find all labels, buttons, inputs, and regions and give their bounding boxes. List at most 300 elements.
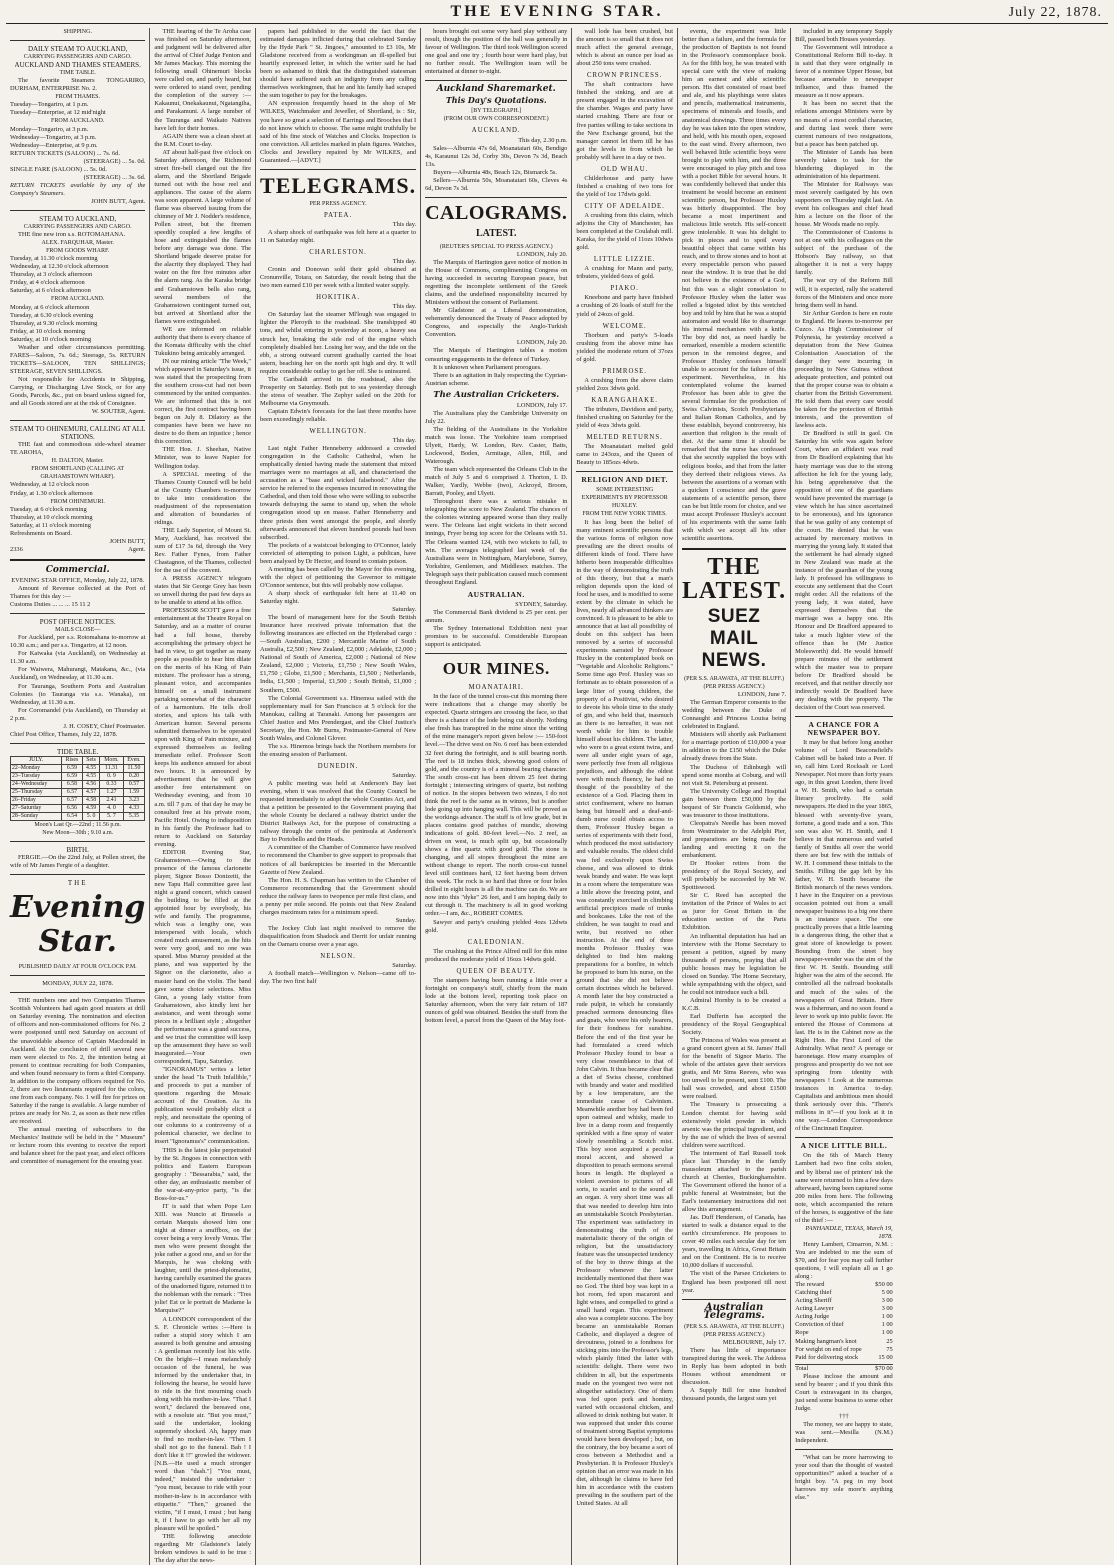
suez-mail-heading: SUEZ MAIL NEWS. [701,606,767,671]
master-line: H. DALTON, Master. [51,458,104,465]
shipping-heading: SHIPPING. [63,29,92,35]
australian-telegrams-heading: Australian Telegrams. [703,1301,765,1321]
tide-col-header: Even. [123,756,145,764]
article-paragraph: events, the experiment was little better than a failure, and the formula for the production of Baptists is not found in the Professor's commonplace book. As for the fifth boy, he was treated with special care with the view of making him an earnest and able scientific person. His diet consisted of roast beef and ale, and his playthings were slates and pencils, mathematical instruments, specimens of minerals and fossils, and anatomical drawings. Three times every day he was taken into the open window, and held, with his mouth open, exposed to the east wind. Every afternoon, two well behaved little scientific boys were brought to play with him, and the three were encouraged to play pitch and toss with a pocket Bible for several hours. It was confidently believed that under this treatment he would become an eminent scientific person, but Professor Huxley was bitterly disappointed. The boy became a most impertinent and malicious little wretch. His self-conceit grew intolerable. It was his delight to pick in pieces and to spoil every beautiful object that came within his reach, and to throw stones and to hoot at every respectable person who passed near the window. It is true that he did not believe in the existence of a God, but this was a slight consolation to Professor Huxley when the latter was rolled a bigoted idiot by this wretched boy and told by him that he was a stupid automaton and would like to disarrange his internal mechanism with a knife. The boy did not, as need hardly be remarked, resemble a modern scientific person in the remotest degree, and Professor Huxley confesses himself unable to account for the failure of this experiment. Nevertheless, in his contemplated volume the learned Professor has been able to give the several formulae for the production of Swiss Calvinists, Scotch Presbyterians and Italian Roman Catholics, and by these establish, beyond controversy, his assertion that religion is the result of diet. At the same time it should be remarked that the nurse has confessed that she secretly supplied the boys with religious books, and that from the latter they derived their religious views. As between the assertions of a woman with a quicken I conscience and the grave statements of a scientific person, there can be but little room for choice, and we must accept Professor Huxley's account of his experiments with the same faith with which we accept all his other scientific assertions. [681,28,787,542]
telegram-paragraph: Cronin and Donovan sold their gold obtained at Cronunville, Totara, on Saturday, the result being that the two men earned £10 per week with a limited water supply. [260,266,417,290]
published-line: PUBLISHED DAILY AT FOUR O'CLOCK P.M. [18,964,137,971]
bill-item-row [795,1321,893,1329]
tide-cell: 11.50 [123,764,145,772]
telegram-paragraph: On Saturday last the steamer Ml'lough was engaged to lighter the Pleroyth to the roadstead. She transhipped 40 tons, and whilst entering in yesterday at noon, a heavy sea struck her, breaking the side rod of the engine which completely disabled her. Losing her way, and the tide on the ebb, a strong outward current gradually carried the boat astern, beaching her on the north spit high and dry. It will require considerable outlay to get her off. She is uninsured. [260,311,417,375]
dateline: This day. [392,220,417,228]
place-heading: NELSON. [320,953,356,961]
advertisement-paragraph: AN expression frequently heard in the shop of Mr WILKES, Watchmaker and Jeweller, of Shortland, is : Sir, you have so great a selection of Earrings and Brooches that I do not know which to choose. The same might truthfully be said of his fine stock of Watches and Clocks. Inspection is one conviction. All articles marked in plain figures. Watches, Clocks and Jewellery repaired by Mr WILKES, and Guaranteed.—[ADVT.] [260,100,417,164]
rotomahana-text: THE fine new iron s.s. ROTOMAHANA. [18,231,126,239]
sellers-line: Sellers—Alburnia 50s, Moanataiari 60s, Cleves 4s 6d, Devon 7s 3d. [425,176,568,192]
mine-paragraph: In the face of the tunnel cross-cut this morning there were indications that a change may shortly be expected. Quartz stringers are crossing the face, so that there is a chance of the lode being cut shortly. Nothing else fresh has transpired in the mine since the writing of the mine manager's report given below :— 150-foot level.—The drive west on No. 6 reef has been extended 32 feet during the fortnight, and is still bearing north. The reef is 18 inches thick, showing good colors of gold, and the country is of a mineral bearing character. The south cross-cut has been driven 25 feet during fortnight ; intersecting stringers of quartz, but nothing of notice. In the stopes between two winzes, I do not think the reef is the same as in winzes, but is another lode going up into hanging wall. This will be proved as the workings advance. The stuff is of low grade, but in places contains good patches of mundic, showing indications of gold. 80-feet level.—No. 2 reef, as driven on west, is much split up, but occasionally shows a fine quartz with good gold. The stone is changing, and all stopes throughout the mine are without change to report. The north cross-cut tunnel level still continues hard, 12 feet having been driven this week. The rock is so hard that three or four holes drilled in eight hours is all the machine can do. We are now into this "dyke" 26 feet, and I am hoping daily to cut through it. The machinery is all in good working order.—I am, &c., ROBERT COMES. [425,693,568,918]
news-paragraph: Sir Arthur Gordon is here en route to England. He leaves to-morrow per Cuzco. As High Commissioner of Polynesia, he yesterday received a deputation from the New Guinea Colonisation Association of the danger they were incurring in proceeding to New Guinea without adequate protection, and pointed out that the proper course was to obtain a charter from the British Government. He told them that every care would be taken for the protection of British interests, and the prevention of lawless acts. [795,309,893,430]
article-paragraph: Henry Lambert, Cimarron, N.M. : You are indebted to me the sum of $70, and for fear you may call further questions, I will explain all as I go along : [795,1240,893,1281]
telegram-paragraph: A meeting has been called by the Mayor for this evening, with the object of petitioning the Governor to mitigate O'Connor sentence, but this will probably now collapse. [260,565,417,589]
bill-total-row [795,1364,893,1373]
masthead-the: THE [67,879,88,888]
weather-note: Weather and other circumstances permitting. FARES—Saloon, 7s. 6d.; Steerage, 5s. RETURN TICKETS—SALOON, TEN SHILLINGS; STEERAGE, SEVEN SHILLINGS. [10,343,146,375]
dateline: LONDON, July 20. [516,339,568,347]
agent-signature: JOHN BUTT, Agent. [91,197,146,205]
ad-number: 2336 [10,545,23,553]
article-paragraph: THIS is the latest joke perpetrated by the St. Jingoes in connection with politics and Eastern European geography : "Bessarabia," said, the other day, an enthusiastic member of the war-at-any-price party, "is the Boss-for-us." [154,1146,252,1202]
bill-items-list [795,1281,893,1361]
article-paragraph: A PRESS AGENCY telegram states that Sir George Grey has been so unwell during the past few days as to be unable to attend at his office. [154,575,252,607]
mine-paragraph: Thorburn and party's 5-loads crushing from the above mine has yielded the moderate return of 37ozs of gold. [576,331,673,363]
mine-heading: CITY OF ADELAIDE. [584,202,665,210]
bill-item-label: Paid for delivering stock [795,1353,859,1361]
tide-cell: 0.57 [123,780,145,788]
masthead: Evening Star. [10,890,146,960]
fare-line: (STEERAGE) ... 5s. 0d. [83,157,146,165]
by-telegraph-line: [BY TELEGRAPH.] [471,108,522,115]
tide-row [11,804,145,812]
issue-date: MONDAY, JULY 22, 1878. [42,980,114,988]
calograms-heading: CALOGRAMS. [425,201,568,224]
mine-heading: WELCOME. [602,322,647,330]
tide-cell: 1.59 [123,788,145,796]
press-agency-line: (PER PRESS AGENCY.) [703,684,765,691]
return-note: RETURN TICKETS available by any of the Company's Steamers. [10,181,146,197]
agent-signature: JOHN BUTT, [109,537,146,545]
bill-item-label: For weight on end of rope [795,1345,862,1353]
birth-notice: FERGIE.—On the 22nd July, at Pollen street, the wife of Mr James Fergie of a daughter. [10,854,146,870]
news-paragraph: Dr Bradford is still in gaol. On Saturday his wife was again before Court, when an affidavit was read from Dr Bradford explaining that his hasty marriage was due to the strong affection he felt for the young lady, his being apprehensive that the opposition of one of the guardians would have prevented the marriage (a view which he has since ascertained to be erroneous), and his ignorance that he was guilty of any contempt of the court. He denied that he was actuated by mercenary motives in marrying the young lady. It stated that the settlement he had already signed in New Zealand was made at the instance of the guardian of the young lady. It professed his willingness to execute any settlement that the Court might order. All the relations of the young lady, it was stated, have expressed themselves that the marriage was a happy one. His Honour and Dr Bradford appeared to take a much lighter view of the offence than he (Mr Justice Molesworth) did. He would himself prepare minutes of the settlement which the master was to prepare before Dr Bradford should be received, and that neither directly nor indirectly would Dr Bradford have any dealing with the property. The decision of the Court was reserved. [795,430,893,711]
mails-close-label: MAILS CLOSE— [55,627,101,634]
cable-paragraph: The team which represented the Orleans Club in the match of July 5 and 6 comprised J. Thorton, I. D. Walker, Yardly, Webbe (two), Ackroyd, Broom, Barratt, Pooley, and Ulyett. [425,466,568,498]
tide-cell: 6.54 [62,812,83,820]
mail-line: For Waiwera, Mahurangi, Matakana, &c., (via Auckland), on Wednesday, at 11.30 a.m. [10,666,146,682]
tide-cell: 23–Tuesday [11,772,62,780]
bill-item-label: The reward [795,1281,825,1289]
bill-item-amount: 15 00 [878,1353,893,1361]
news-paragraph: Sir C. Reed has accepted the invitation of the Prince of Wales to act as juror for Great Britain in the education section of the Paris Exhibition. [681,892,787,932]
mine-heading: CROWN PRINCESS. [586,72,663,80]
schedule-line: Wednesday—Enterprise, at 9 p.m. [10,141,98,149]
tide-cell: 4.58 [82,796,100,804]
tide-cell: 11.31 [100,764,123,772]
mine-paragraph: A crushing from the above claim yielded 2ozs 3dwts gold. [576,376,673,392]
tide-cell: 24–Wednesday [11,780,62,788]
telegram-paragraph: Captain Edwin's forecasts for the last three months have been exceedingly reliable. [260,407,417,423]
tide-table [10,756,145,821]
telegram-paragraph: The Colonial Government s.s. Hinemoa sailed with the supplementary mail for San Francisco at 5 o'clock for the Manukau, calling at Taranaki. Among her passengers are Chief Justice and Mrs Prendergast, and the Chief Justice's Secretary, the Hon. Mr Burns, Postmaster-General of New South Wales, and Colonel Glover. [260,694,417,742]
article-paragraph: WE are informed on reliable authority that there is every chance of the Komata difficulty with the chief Tukukino being amicably arranged. [154,325,252,357]
article-paragraph: THE hearing of the Te Aroha case was finished on Saturday afternoon, and judgment will be delivered after the arrival of Chief Judge Fenton and Mr James Mackay. This morning the following small Ohinemuri blocks were called on, and partly heard, but were ordered to stand over, pending the completion of the survey :—Kakaunui, Onekakaunui, Ngatangiha, and Parakamuni. A large number of the Tauranga and Waikato Natives have left for their homes. [154,28,252,132]
tide-cell: 25–Thursday [11,788,62,796]
news-paragraph: The Duchess of Edinburgh will spend some months at Coburg, and will not visit St. Petersburg at present. [681,763,787,787]
schedule-line: Thursday, at 3 o'clock afternoon [10,271,93,279]
article-paragraph: "What can be more harrowing to your soul than the thought of wasted opportunities?" asked a teacher of a bright boy. "A peg in my boot harrows my sole more'n anything else." [795,1454,893,1502]
article-paragraph: IN our mining article "The Week," which appeared in Saturday's issue, it was stated that the prospecting from the southern cross-cut had not been commenced by the united companies. We are informed that this is not correct, the first contract having been begun on July 8. Dilatory as the companies have been we have no desire to do them an injustice ; hence this correction. [154,357,252,446]
news-paragraph: A Supply Bill for nine hundred thousand pounds, the largest sum yet [681,1387,787,1403]
steamer-line: (PER S.S. ARAWATA, AT THE BLUFF.) [684,1323,784,1330]
dateline: This day, 2.30 p.m. [518,136,568,144]
mine-paragraph: The Moanataiari melted gold came to 243ozs, and the Queen of Beauty to 185ozs 4dwts. [576,443,673,467]
news-paragraph: The Princess of Wales was present at a grand concert given at St. James' Hall for the benefit of Signor Mario. The whole of the artistes gave their services gratis, and Mr Sims Reeves, who was too unwell to be present, sent £100. The hall was crowded, and about £1500 were realised. [681,1037,787,1101]
news-paragraph: The German Emperor consents to the wedding between the Duke of Connaught and Princess Louisa being celebrated in England. [681,699,787,731]
tide-cell: 4.56 [82,780,100,788]
cable-paragraph: The Marquis of Hartington gave notice of motion in the House of Commons, complimenting Congress on having succeeded in securing European peace, but regretting the incomplete settlement of the Greek claims, and the undefined responsibility incurred by Ministers without the consent of Parliament. [425,258,568,307]
bill-item-amount: 1 00 [881,1329,893,1337]
article-paragraph: A SPECIAL meeting of the Thames County Council will be held at the County Chambers to-morrow to take into consideration the readjustment of the representation and alteration of boundaries of ridings. [154,470,252,526]
tide-cell: 6.59 [62,764,83,772]
reuter-line: (REUTER'S SPECIAL TO PRESS AGENCY.) [439,243,553,250]
from-shortland-label: FROM SHORTLAND (CALLING AT GRAHAMSTOWN WHARF). [31,466,125,481]
mine-paragraph: A crushing from this claim, which adjoins the City of Manchester, has been completed at the Coulabah mill. Karaka, for the yield of 11ozs 10dwts gold. [576,211,673,252]
mine-paragraph: The stampers having been running a little over a fortnight on company's stuff, chiefly from the main lode at the bottom level, reporting took place on Saturday afternoon, when the very fair return of 187 ounces of gold was obtained. Besides the stuff from the bottom level, a parcel from the Queen of the May foot- [425,976,568,1025]
telegram-paragraph: A committee of the Chamber of Commerce have resolved to recommend the Chamber to give support to proposals that notices of all bankruptcies be inserted in the Mercantile Gazette of New Zealand. [260,844,417,876]
bill-item-row [795,1354,893,1362]
news-paragraph: The Minister for Railways was most severely castigated by his own supporters on Thursday night last. An event his colleagues and chief head him a lecture on the floor of the house. Mr Woods made no reply. [795,180,893,229]
tide-cell: 5. 0 [82,812,100,820]
commercial-heading: Commercial. [45,564,110,575]
tide-cell: 4. 0 [100,804,123,812]
master-line: ALEX. FARQUHAR, Master. [41,240,114,247]
agent-label: Agent. [128,545,146,553]
mine-heading: PRIMROSE. [602,367,647,375]
tide-col-header: Sets [82,756,100,764]
news-paragraph: The University College and Hospital gain between them £50,000 by the bequest of Sir Francis Goldsmid, who was treasurer to those institutions. [681,787,787,819]
press-agency-line: PER PRESS AGENCY. [309,200,367,207]
news-paragraph: The Treasury is prosecuting a London chemist for having sold extensively violet powder in which arsenic was the principal ingredient, and by the use of which the lives of several children were sacrificed. [681,1101,787,1149]
tide-col-header: Rises [62,756,83,764]
tide-cell: 0.33 [100,780,123,788]
dateline: MELBOURNE, July 17. [722,1338,787,1346]
chance-heading: A CHANCE FOR A NEWSPAPER BOY. [807,719,881,738]
dateline: Saturday. [392,771,417,779]
news-paragraph: There has little of importance transpired during the week. The Address in Reply has been adopted in both Houses without amendment or discussion. [681,1346,787,1387]
bill-item-amount: $50 00 [875,1281,893,1289]
cable-paragraph: There is an agitation in Italy respecting the Cyprian-Austrian scheme. [425,371,568,387]
bill-item-label: Acting Lawyer [795,1305,834,1313]
tide-cell: 0. 9 [100,772,123,780]
news-paragraph: Earl Dufferin has accepted the presidency of the Royal Geographical Society. [681,1012,787,1037]
telegram-paragraph: A football match—Wellington v. Nelson—came off to-day. The two first half [260,970,417,986]
sales-line: Sales—Alburnia 47s 6d, Moanataiari 60s, Bendigo 4s, Karaunui 12s 3d, Corby 30s, Devon 7s 3d, Beach 13s. [425,144,568,168]
tide-cell: 22–Monday [11,764,62,772]
latest-heading: LATEST. [475,227,517,239]
office-line: EVENING STAR OFFICE, Monday, July 22, 1878. [11,576,145,584]
religion-subheading: SOME INTERESTING EXPERIMENTS BY PROFESSOR HUXLEY. [581,487,668,510]
bill-item-row [795,1329,893,1337]
tide-cell: 26–Friday [11,796,62,804]
post-office-heading: POST OFFICE NOTICES. [39,618,116,627]
dateline: This day. [392,437,417,445]
correspondent-line: (FROM OUR OWN CORRESPONDENT.) [443,116,549,123]
from-auckland-label: FROM AUCKLAND. [51,118,105,125]
telegram-paragraph: The s.s. Hinemoa brings back the Northern members for the ensuing session of Parliament. [260,742,417,758]
cable-paragraph: It is unknown when Parliament prorogues. [433,363,542,371]
dateline: Sunday. [395,916,417,924]
mine-heading: KARANGAHAKE. [591,396,658,404]
article-paragraph: THE numbers one and two Companies Thames Scottish Volunteers had again good musters at drill on Saturday evening. The nomination and election of officers and non-commissioned officers for No. 2 were postponed until next Saturday on account of the unavoidable absence of Captain Macdonald in Auckland. At the conclusion of drill several new men were elected to No. 2, the intention being at present to continue recruiting for both Companies, and when found necessary to form a third Company. In addition to the company officers required for No. 2, there are two lieutenants required for the colors, one from each company. No. 1 will fire for prizes on Saturday if the range is available. A large number of prizes are ready for No. 2, as soon as their new rifles are received. [10,997,146,1125]
dateline: Saturday. [392,962,417,970]
steamer-line: (PER S.S. ARAWATA, AT THE BLUFF.) [684,676,784,682]
news-paragraph: Admiral Hornby is to be created a K.C.B. [681,996,787,1012]
bill-signature-marks: ††† [839,1412,849,1420]
steamers-text: The favorite Steamers TONGARIRO, DURHAM, ENTERPRISE No. 2. [10,77,146,93]
tide-cell: 4.57 [82,788,100,796]
dateline: SYDNEY, Saturday. [515,600,568,608]
cable-paragraph: The Australians play the Cambridge University on July 22. [425,409,568,425]
source-line: FROM THE NEW YORK TIMES. [582,511,667,518]
newspaper-columns [6,28,1108,1564]
page-header [6,4,1108,24]
tide-cell: 6.56 [62,804,83,812]
revenue-text: Amount of Revenue collected at the Port of Thames for this day :— [10,585,146,601]
tide-cell: 6.57 [62,796,83,804]
article-paragraph: papers had published to the world the fact that the estimated damages inflicted during that celebrated Sunday by the Hyde Park " St. Jingoes," amounted to £3 10s, Mr Gladstone received from a workingman an ill-spelled but heartily expressed letter, in which the writer said he had been so ashamed to think that the distinguished statesman should have suffered such an indignity from any calling themselves workingmen, that he and his family had scraped the sum together to pay for the breakages. [260,28,417,100]
mine-heading: MOANATAIRI. [468,684,524,692]
schedule-line: Tuesday—Enterprise, at 12 mid'night [10,109,106,117]
fare-line: (STEERAGE) ... 3s. 6d. [83,173,146,181]
tide-cell: 27–Saturday [11,804,62,812]
schedule-line: Friday, at 1.30 o'clock afternoon [10,489,93,497]
chief-post-office-line: Chief Post Office, Thames, July 22, 1878. [10,730,118,738]
mine-heading: QUEEN OF BEAUTY. [456,967,536,975]
mine-paragraph: The tributers, Davidson and party, finished crushing on Saturday for the yield of 4ozs 3dwts gold. [576,405,673,430]
news-paragraph: Dr Hooker retires from the presidency of the Royal Society, and will probably be succeeded by Mr W. Spottiswood. [681,860,787,892]
tide-row [11,812,145,820]
telegram-paragraph: A sharp shock of earthquake felt here at 11.40 on Saturday night. [260,589,417,605]
place-heading: CHARLESTON. [309,249,367,257]
mine-paragraph: Sawyer and party's crushing yielded 4ozs 12dwts gold. [425,918,568,934]
bill-item-amount: 1 00 [881,1321,893,1329]
sharemarket-heading: Auckland Sharemarket. [436,84,556,95]
tide-cell: 4.55 [82,764,100,772]
bill-item-amount: 1 00 [881,1313,893,1321]
dateline: This day. [392,303,417,311]
mine-heading: MELTED RETURNS. [586,434,663,442]
column-3 [256,28,421,1565]
schedule-line: Thursday, at 10 o'clock morning [10,513,93,521]
article-paragraph: Please inclose the amount and send by bearer ; and if you think this Court is extravagant in its charges, just send some business to some other Judge. [795,1372,893,1412]
article-paragraph: It has long been the belief of many eminent scientific persons that the various forms of religion now prevailing are the direct results of different kinds of food. There have hitherto been insuperable difficulties in the way of demonstrating the truth of this theory, but that a man's religion depends upon the kind of food he uses, and is modified to some extent by the climate in which he lives, nearly all advanced thinkers are convinced. It is pleasant to be able to announce that at last all possibility of doubt on this subject has been removed by a series of successful experiments narrated by Professor Huxley in the contemplated book on "Vegetable and Alcoholic Religions." Some time ago Prof. Huxley was so fortunate as to obtain possession of a large litter of young children, the property of a Positivist, who desired to devote his whole time to the study of gin, and who held that, inasmuch as there is no hereafter, it was not worth while for him to trouble himself about his children. The latter, who were to a great extent twins, and were all under eight years of age, were perfectly free from all religious prejudices, and although the oldest were with much fluency, he had no thought of the possibility of the existence of a God. Placing them in strict confinement, where no human being but himself and a deaf-and-dumb nurse could obtain access to them, Professor Huxley began a series of experiments with their food, which produced the most satisfactory and valuable results. The oldest child was fed exclusively upon Swiss cheese, and was allowed to drink weak brandy and water. He was kept in a room where the temperature was a little above the freezing point, and was constantly exercised in climbing artificial precipices made of trunks and bookcases. Like the rest of the children, he was taught to read and write, but received no other instruction. At the end of three months Professor Huxley was delighted to find him making preparations for a bonfire, in which he proposed to burn his nurse, on the ground that she did not believe certain doctrines which he believed. A month later the boy constructed a rude pulpit, in which he constantly preached sermons denouncing flies and gnats, who were his only hearers, for their fondness for sunshine. Before the end of the first year he had formulated a creed which Professor Huxley found to bear a very close resemblance to that of John Calvin. It thus became clear that a diet of Swiss cheese, combined with brandy and water and modified by a low temperature, are the immediate cause of Calvinism. Meanwhile another boy had been fed upon oatmeal and whisky, made to live in a damp room and frequently sprinkled with a fine spray of water slowly resembling a Scotch mist. This boy soon acquired a peculiar moral accent, and showed a disposition to preach sermons several hours in length. He displayed a violent aversion to pictures of all sorts, to scarlet and to the sound of an organ. A very short time was all that was needed to develop him into an unmistakable Scotch Presbyterian. The experiment was satisfactory in demonstrating the truth of the materialistic theory of the origin of religion, but the unsatisfactory feature was the unsuspected tendency of the boy to throw things at the Professor whenever the latter incidentally mentioned that there was no God. The third boy was kept in a hot room, fed upon macaroni and light wines, and compelled to grind a small hand organ. This experiment also was a complete success. The boy became an unmistakable Roman Catholic, and displayed a degree of devoutness, joined to a fondness for sticking pins into the Professor's legs, which plainly fitted the latter with scientific delight. There were two children in all, but the experiments made on the youngest two were not altogether satisfactory. One of them was fed upon pork and hominy, varied with occasional chicken, and allowed to drink nothing but water. It was supposed that under this course of treatment strong Baptist symptoms would have been developed ; but, on the contrary, the boy became a sort of cross between a Methodist and a Presbyterian. It is Professor Huxley's opinion that an error was made in his diet, although he claims to have fed him in accordance with the custom prevailing in the southern part of the United States. At all [576,518,673,1508]
column-7 [791,28,897,1565]
customs-line: Customs Duties ... ... ... 15 11 2 [10,601,91,609]
carrying-line: CARRYING PASSENGERS AND CARGO. [23,224,132,231]
article-paragraph: THE Lady Superior, of Mount St. Mary, Auckland, has received the sum of £17 3s 6d, through the Very Rev. Father Fynes, from Father Chastagnon, of the Thames, collected for the use of the convent. [154,526,252,575]
article-paragraph: The money, we are happy to state, was sent.—Mesilla (N.M.) Independent. [795,1420,893,1445]
dateline: LONDON, July 17. [516,401,568,409]
mail-line: For Kaiwaka (via Auckland), on Wednesday at 11.30 a.m. [10,650,146,666]
cable-paragraph: The fielding of the Australians in the Yorkshire match was loose. The Yorkshire team comprised Ulyett, Hardy, W. London, Rev. Caster, Batts, Lockwood, Boden, Armitage, Allen, Hill, and Waterough. [425,425,568,466]
responsibility-note: Not responsible for Accidents in Shipping, Carrying, or Discharging Live Stock, or for any Goods, Parcels, &c., put on board unless signed for, and all Goods stored are at the risk of Consignee. [10,375,146,408]
bill-item-label: Acting Sheriff [795,1297,832,1305]
cable-paragraph: The Sydney International Exhibition next year promises to be successful. Considerable European support is anticipated. [425,625,568,649]
schedule-line: Wednesday, at 12 o'clock noon [10,481,89,489]
from-auckland-label: FROM AUCKLAND. [51,296,105,303]
telegram-paragraph: The pockets of a waistcoat belonging to O'Connor, lately convicted of attempting to poison Light, a publican, have been analysed by Dr Hector, and found to contain poison. [260,541,417,565]
from-thames-label: FROM THAMES. [55,94,100,101]
our-mines-heading: OUR MINES. [442,659,550,679]
bill-item-row [795,1305,893,1313]
place-heading: HOKITIKA. [316,294,361,302]
tide-row [11,788,145,796]
article-paragraph: AT about half-past five o'clock on Saturday afternoon, the Richmond street fire-bell clanged out the fire alarm, and the Shortland Brigade turned out with the hose reel and appliances. The cause of the alarm was soon apparent. A large volume of flame was observed issuing from the chimney of Mr J. Nodder's residence, Pollen street, but the firemen speedily coupled a few lengths of hose and extinguished the flames before any damage was done. The Shortland brigade deserve praise for the alacrity they displayed. They had water on the fire five minutes after the alarm rang. As the Karaka bridge and Grahamstown bells also rang, several members of the Grahamstown contingent turned out, but arrived at Shortland after the flames were extinguished. [154,148,252,325]
daily-steam-heading: DAILY STEAM TO AUCKLAND, [27,45,128,54]
tide-cell: 0.20 [123,772,145,780]
cable-paragraph: Mr Gladstone at a Liberal demonstration, vehemently denounced the Treaty of Peace adopted by Congress, and especially the Anglo-Turkish Convention. [425,307,568,339]
schedule-line: Tuesday, at 11.30 o'clock morning [10,255,98,263]
mine-heading: OLD WHAU. [600,165,649,173]
fare-line: SINGLE FARE (SALOON) ... 5s. 0d. [10,165,107,173]
article-paragraph: The annual meeting of subscribers to the Mechanics' Institute will be held in the " Museum" or lecture room this evening to receive the report and balance sheet for the past year, and elect officers and committee of management for the ensuing year. [10,1126,146,1166]
column-2 [150,28,256,1565]
bill-item-amount: 25 [886,1337,893,1345]
page-title: THE EVENING STAR. [450,3,664,20]
tide-cell: 6.57 [62,788,83,796]
telegram-paragraph: hours brought out some very hard play without any result, though the position of the ball was generally in favour of Wellington. The third took Wellington scored one goal and one try ; fourth hour were hard play, but no further result. The Wellington team will be entertained at dinner to-night. [425,28,568,76]
tide-cell: 5. 7 [100,812,123,820]
mine-paragraph: The crushing at the Prince Alfred mill for this mine produced the moderate yield of 16ozs 14dwts gold. [425,947,568,963]
mine-paragraph: wall lode has been crushed, but the amount is so small that it does not much affect the general average, which is about an ounce per load as about 250 tons were crushed. [576,28,673,68]
cricketers-heading: The Australian Cricketers. [433,389,560,400]
bill-item-label: Making hangman's knot [795,1337,857,1345]
cable-paragraph: The Commercial Bank dividend is 25 per cent. per annum. [425,608,568,624]
tide-cell: 3.23 [123,796,145,804]
bill-place-line: PANHANDLE, TEXAS, March 19, 1878. [805,1224,893,1240]
bill-total-value: $70 00 [875,1364,893,1372]
from-ohinemuri-label: FROM OHINEMURI. [50,498,105,505]
news-paragraph: An influential deputation has had an interview with the Home Secretary to present a petition, signed by many thousands of persons, praying that all public houses may be legislation be closed on Sunday. The Home Secretary, while sympathising with the object, said he could not introduce such a bill. [681,932,787,996]
cable-paragraph: Throughout there was a serious mistake in telegraphing the score to New Zealand. The chances of the colonies winning appeared worse than they really were. The Orleans last eight wickets in their second innings, Fryer being top score for the Orleans with 51. The Orleans wanted 124, with two wickets to fall, to win. The averages telegraphed last week of the Australians were in Nottingham, Marylebone, Surrey, Yorkshire, Gentlemen, and Middlesex matches. The Telegraph says their publication caused much comment throughout England. [425,498,568,586]
schedule-line: Monday, at 6 o'clock afternoon [10,303,90,311]
schedule-line: Saturday, at 11 o'clock morning [10,521,91,529]
news-paragraph: The Minister of Lands has been severely taken to task for the blundering displayed in the administration of his department. [795,148,893,180]
australian-heading: AUSTRALIAN. [467,589,525,599]
tide-table-heading: TIDE TABLE. [57,747,99,756]
tide-row [11,796,145,804]
fare-line: RETURN TICKETS (SALOON) ... 7s. 6d. [10,149,120,157]
tide-cell: 2.41 [100,796,123,804]
moon-line: Moon's Last Qr.—22nd ; 11.56 p.m. [34,821,122,828]
birth-heading: BIRTH. [66,845,89,854]
news-paragraph: The Commissioner of Customs is not at one with his colleagues on the subject of the purchase of the Hobson's Bay railway, so that altogether it is not a very happy family. [795,229,893,277]
column-6 [678,28,791,1565]
page-date: July 22, 1878. [1008,5,1102,20]
telegram-paragraph: A public meeting was held at Anderson's Bay last evening, when it was resolved that the County Council be requested immediately to adopt the whole Counties Act, and that a petition be presented to the Government praying that the whole County be declared a railway district under the District Railways Act, for the purpose of constructing a railway through the centre of the peninsula at Anderson's Bay to Portobello and the Heads. [260,780,417,844]
place-heading: WELLINGTON. [309,428,367,436]
bill-item-row [795,1289,893,1297]
schedule-line: Saturday, at 6 o'clock afternoon [10,287,91,295]
bill-item-label: Conviction of thief [795,1321,844,1329]
schedule-line: Friday, at 10 o'clock morning [10,327,86,335]
schedule-line: Tuesday—Tongariro, at 1 p.m. [10,101,89,109]
tide-cell: 6.59 [62,772,83,780]
schedule-line: Monday—Tongariro, at 3 p.m. [10,125,89,133]
tide-cell: 4.55 [82,772,100,780]
tide-cell: 6.58 [62,780,83,788]
article-paragraph: On the 6th of March Henry Lambert had two fine colts stolen, and by liberal use of printers' ink the same were returned to him a few days afterward, having been captured some 200 miles from here. The following note, which accompanied the return of the horses, is suggestive of the fate of the thief :— [795,1152,893,1224]
bill-total-label: Total [795,1364,809,1372]
column-5 [572,28,678,1565]
religion-heading: RELIGION AND DIET. [581,475,668,485]
column-4 [421,28,572,1565]
tide-row [11,780,145,788]
cable-paragraph: The Marquis of Hartington tables a motion censuring engagements in the defence of Turkey. [425,347,568,363]
dateline: LONDON, July 20. [516,250,568,258]
schedule-line: Tuesday, at 6 o'clock morning [10,505,87,513]
the-latest-heading: THE LATEST. [681,554,787,604]
article-paragraph: AGAIN there was a clean sheet at the R.M. Court to-day. [154,132,252,148]
schedule-line: Tuesday, at 6.30 o'clock evening [10,311,94,319]
te-aroha-text: THE fast and commodious side-wheel steamer TE AROHA, [10,441,146,457]
mail-line: For Tauranga, Southern Ports and Australian Colonies (to Tauranga via s.s. Wanaka), on Wednesday, at 11.30 a.m. [10,682,146,706]
tide-row [11,772,145,780]
dateline: This day. [392,258,417,266]
tide-cell: 4.59 [82,804,100,812]
place-heading: DUNEDIN. [317,762,359,770]
dateline: LONDON, June 7. [737,691,787,699]
schedule-line: Friday, at 4 o'clock afternoon [10,279,85,287]
news-paragraph: The war cry of the Reform Bill will, it is expected, rally the scattered forces of the Ministers and once more bring them well in hand. [795,277,893,309]
ohinemuri-heading: STEAM TO OHINEMURI, CALLING AT ALL STATIONS. [10,425,146,442]
mine-paragraph: The shaft contractors have finished the sinking, and are at present engaged in the excavation of the chamber. Wages and party have started crushing. There are four or five parties willing to take sections in the New Exchange ground, but the manager cannot let them till he has got the levels in from which he probably will have in a day or two. [576,81,673,161]
tide-cell: 4.33 [123,804,145,812]
postmaster-signature: J. H. COSEY, Chief Postmaster. [63,722,146,730]
mine-paragraph: A crushing for Mann and party, tributers, yielded 6ozs of gold. [576,265,673,281]
column-1 [6,28,150,1565]
bill-item-amount: 75 [886,1345,893,1353]
mine-heading: CALEDONIAN. [467,938,525,946]
tide-cell: 1.27 [100,788,123,796]
news-paragraph: The Government will introduce a Constitutional Reform Bill to-day. It is said that they were originally in favor of a nominee Upper House, but because amenable to newspaper influence, and thus framed the measure as it now appears. [795,44,893,100]
telegram-paragraph: A sharp shock of earthquake was felt here at a quarter to 11 on Saturday night. [260,228,417,244]
news-paragraph: Ministers will shortly ask Parliament for a marriage portion of £10,000 a year in addition to the £150 which the Duke already draws from the State. [681,731,787,763]
article-paragraph: A LONDON correspondent of the S. F. Chronicle writes :—Here is rather a stupid story which I am assured is both genuine and amusing : A gentleman recently lost his wife. On the bright—I mean melancholy occasion of the funeral, he was informed by the undertaker that, in following the hearse, he would have to ride in the first mourning coach along with his mother-in-law. "That I won't," declared the bereaved one, with a resolute air. "But you must," said the undertaker, looking supremely shocked. Ah, happy man to find no mother-in-law. "Then I shall not go to the funeral. Bah ! I don't like it !!" growled the widower. [N.B.—He used a much stronger word than "dash."] "You must, indeed," insisted the undertaker : "you must, because to ride with your mother-in-law is in accordance with etiquette." "Then," groaned the victim, "if I must, I must ; but hang it, if I have to go with her all my pleasure will be spoiled." [154,1315,252,1532]
news-paragraph: It has been no secret that the relations amongst Ministers were by no means of a most cordial character, and during last week there were current rumours of two resignations, but a peace has been patched up. [795,100,893,148]
telegram-paragraph: The Jockey Club last night resolved to remove the disqualification from Shadock and Derrit for unfair running on the Oamaru course over a year ago. [260,924,417,948]
news-paragraph: The interment of Earl Russell took place last Thursday in the family mausoleum attached to the parish church at Chenies, Buckinghamshire. The Government offered the honor of a public funeral at Westminster, but the Earl's testamentary instructions did not allow this arrangement. [681,1149,787,1214]
bill-item-label: Catching thief [795,1289,832,1297]
telegram-paragraph: The Garibaldi arrived in the roadstead, also the Prosperity on Saturday. Both put to sea yesterday through the stress of weather. The Zephyr sailed on the 20th for Melbourne via Greymouth. [260,375,417,407]
telegram-paragraph: The Hon. H. S. Chapman has written to the Chamber of Commerce recommending that the Government should reduce the railway fares to twopence per mile first class, and a penny per mile second. He points out that New Zealand charges maximum rates for a minimum speed. [260,876,417,916]
place-heading: PATEA. [323,211,353,219]
auckland-thames-heading: AUCKLAND AND THAMES STEAMERS. [14,61,141,70]
place-heading: AUCKLAND. [471,127,521,135]
schedule-line: Saturday, at 10 o'clock morning [10,335,92,343]
telegram-paragraph: Last night Father Henneberry addressed a crowded congregation in the Catholic Cathedral, when he emphatically denied having made the statement that mixed marriages were no marriages at all, and characterised the accusation as a "base and wicked falsehood." After the service he referred to the expenses incurred in renovating the Cathedral, and then told those who were willing to subscribe towards defraying the same to stand up, when the whole congregation stood up en masse. Father Henneberry and three priests then went amongst the people, and shortly afterwards announced that eleven hundred pounds had been subscribed. [260,445,417,541]
tide-cell: 28–Sunday [11,812,62,820]
mail-line: For Auckland, per s.s. Rotomahana to-morrow at 10.30 a.m.; and per s.s. Tongariro, at 12 noon. [10,634,146,650]
mine-paragraph: Kneebone and party have finished a crushing of 26 loads of stuff for the yield of 24ozs of gold. [576,294,673,318]
tide-cell: 5.35 [123,812,145,820]
schedule-line: Thursday, at 9.30 o'clock morning [10,319,98,327]
bill-item-row [795,1281,893,1289]
news-paragraph: Cleopatra's Needle has been moved from Westminster to the Adelphi Pier, and preparations are being made for landing and erecting it on the embankment. [681,819,787,860]
quotations-heading: This Day's Quotations. [445,95,547,106]
tide-col-header: Morn. [100,756,123,764]
mine-paragraph: Childerhouse and party have finished a crushing of two tons for the yield of 1oz 17dwts gold. [576,174,673,198]
nice-bill-heading: A NICE LITTLE BILL. [800,1141,888,1151]
article-paragraph: THE Hon. J. Sheehan, Native Minister, was to leave Napier for Wellington today. [154,446,252,470]
press-agency-line: (PER PRESS AGENCY.) [703,1331,765,1338]
carrying-line: CARRYING PASSENGERS AND CARGO. [23,54,132,61]
from-goods-label: FROM GOODS WHARF. [46,248,110,255]
moon-line: New Moon—30th ; 9.10 a.m. [42,829,114,836]
telegrams-heading: TELEGRAMS. [260,172,417,198]
refreshments-line: Refreshments on Board. [10,529,72,537]
mine-heading: PIAKO. [610,285,639,293]
telegram-paragraph: The board of management here for the South British Insurance have received private information that the following insurances are effected on the Hyderabad cargo :—South Australian, £200 ; Mercantile Marine of South Australia, £2,500 ; New Zealand, £2,000 ; Adelaide, £2,000 ; National of South of America, £2,000 ; National of New Zealand, £2,000 ; Victoria, £1,750 ; New South Wales, £1,750 ; Globe, £1,500 ; Merchants, £1,500 ; Netherlands, India, £1,500 ; Imperial, £1,500 ; South British, £1,000 ; Southern, £500. [260,614,417,694]
bill-item-amount: 5 00 [881,1289,893,1297]
article-paragraph: PROFESSOR SCOTT gave a free entertainment at the Theatre Royal on Saturday, and as a matter of course had a full house, thereby accomplishing the primary object he had in view, to get together as many people as possible to hear him dilate on the merits of his King of Pain mixture. The professor has a strong, pleasant voice, and accompanies himself on a small instrument partaking somewhat of the character of a harmonium. He tells droll stories, and spices his talk with American humor. Several persons submitted themselves to be operated upon with King of Pain mixture, and expressed themselves as feeling immediate relief. Professor Scott keeps his audience amused for about two hours. It is announced by advertisement that he will give another free entertainment on Wednesday evening, and from 10 a.m. till 7 p.m. of that day he may be consulted free at his private room, Pacific Hotel. Owing to indisposition in his family the Professor had to return to Auckland on Saturday evening. [154,607,252,848]
